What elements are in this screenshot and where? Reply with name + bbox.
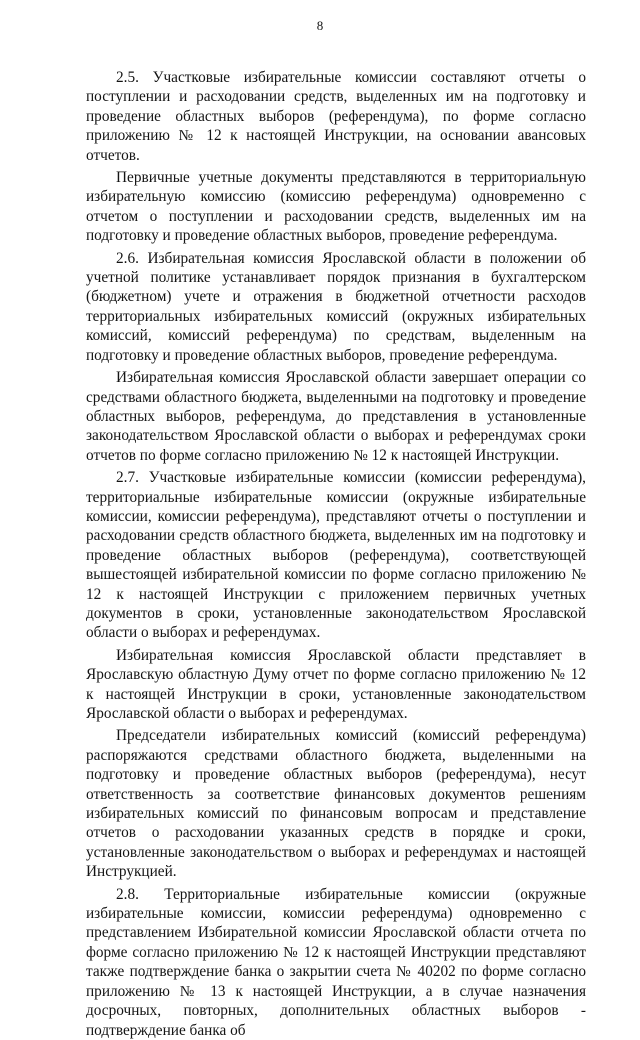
- paragraph-commission-completes-operations: Избирательная комиссия Ярославской области завершает операции со средствами областного бюджета, выделенными на подготовку и проведение областных выборов, референдума, до представления в установленные законодательством Ярославской области о выборах и референдумах сроки отчетов по форме согласно приложению № 12 к настоящей Инструкции.: [86, 369, 586, 464]
- paragraph-primary-documents: Первичные учетные документы представляются в территориальную избирательную комиссию (комиссию референдума) одновременно с отчетом о поступлении и расходовании средств, выделенных им на подготовку и проведение областных выборов, проведение референдума.: [86, 169, 586, 245]
- paragraph-2-6: 2.6. Избирательная комиссия Ярославской области в положении об учетной политике устанавливает порядок признания в бухгалтерском (бюджетном) учете и отражения в бюджетной отчетности расходов территориальных избирательных комиссий (окружных избирательных комиссий, комиссий референдума) по средствам, выделенным на подготовку и проведение областных выборов, проведение референдума.: [86, 249, 586, 364]
- paragraph-chairmen-responsibility: Председатели избирательных комиссий (комиссий референдума) распоряжаются средствами областного бюджета, выделенными на подготовку и проведение областных выборов (референдума), несут ответственность за соответствие финансовых документов решениям избирательных комиссий по финансовым вопросам и представление отчетов о расходовании указанных средств в порядке и сроки, установленные законодательством о выборах и референдумах и настоящей Инструкцией.: [86, 727, 586, 881]
- document-body: [86, 68, 586, 1040]
- paragraph-2-5: 2.5. Участковые избирательные комиссии составляют отчеты о поступлении и расходовании средств, выделенных им на подготовку и проведение областных выборов (референдума), по форме согласно приложению № 12 к настоящей Инструкции, на основании авансовых отчетов.: [86, 69, 586, 164]
- paragraph-2-8: 2.8. Территориальные избирательные комиссии (окружные избирательные комиссии, комиссии референдума) одновременно с представлением Избирательной комиссии Ярославской области отчета по форме согласно приложению № 12 к настоящей Инструкции представляют также подтверждение банка о закрытии счета № 40202 по форме согласно приложению № 13 к настоящей Инструкции, а в случае назначения досрочных, повторных, дополнительных областных выборов - подтверждение банка об: [86, 885, 586, 1039]
- paragraph-report-to-duma: Избирательная комиссия Ярославской области представляет в Ярославскую областную Думу отчет по форме согласно приложению № 12 к настоящей Инструкции в сроки, установленные законодательством Ярославской области о выборах и референдумах.: [86, 646, 586, 722]
- page-number: 8: [316, 18, 324, 33]
- paragraph-2-7: 2.7. Участковые избирательные комиссии (комиссии референдума), территориальные избирательные комиссии (окружные избирательные комиссии, комиссии референдума), представляют отчеты о поступлении и расходовании средств областного бюджета, выделенных им на подготовку и проведение областных выборов (референдума), соответствующей вышестоящей избирательной комиссии по форме согласно приложению № 12 к настоящей Инструкции с приложением первичных учетных документов в сроки, установленные законодательством Ярославской области о выборах и референдумах.: [86, 469, 586, 642]
